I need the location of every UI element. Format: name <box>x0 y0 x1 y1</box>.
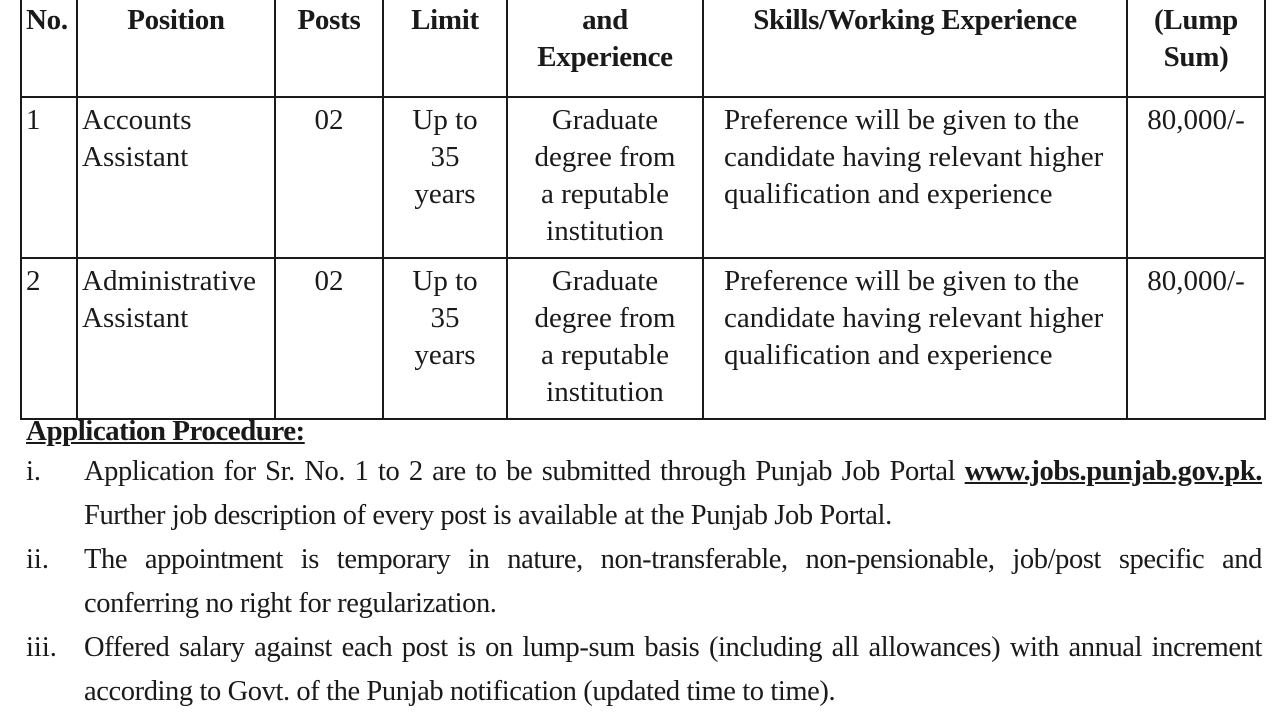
procedure-list <box>26 450 1262 714</box>
cell-skills <box>703 258 1127 419</box>
cell-posts: 02 <box>275 97 383 258</box>
cell-line: qualification and experience <box>724 339 1053 371</box>
cell-line: Limit <box>411 4 479 36</box>
cell-skills <box>703 97 1127 258</box>
jobs-table <box>20 0 1266 420</box>
cell-line: Up to <box>412 265 478 297</box>
cell-line: institution <box>546 215 664 247</box>
procedure-text-segment: Offered salary against each post is on lump-sum basis (including all allowances) with annual increment according to Govt. of the Punjab notification (updated time to time). <box>84 632 1262 707</box>
procedure-item-text <box>84 538 1262 626</box>
cell-line: and <box>582 4 628 36</box>
header-salary <box>1127 0 1265 97</box>
cell-line: 35 <box>430 302 460 334</box>
cell-sr-no: 1 <box>21 97 77 258</box>
cell-line: Sum) <box>1163 41 1229 73</box>
procedure-title: Application Procedure: <box>26 415 305 447</box>
header-position <box>77 0 275 97</box>
cell-line: years <box>414 339 476 371</box>
table-body <box>21 97 1265 419</box>
cell-line: a reputable <box>540 339 669 371</box>
procedure-text-segment: Further job description of every post is available at the Punjab Job Portal. <box>84 500 892 531</box>
cell-line: years <box>414 178 476 210</box>
cell-line: 35 <box>430 141 460 173</box>
jobs-table-container <box>20 0 1264 420</box>
header-age-limit <box>383 0 507 97</box>
cell-posts: 02 <box>275 258 383 419</box>
cell-line: candidate having relevant higher <box>724 302 1104 334</box>
cell-line: degree from <box>534 302 676 334</box>
cell-line: Assistant <box>82 302 189 334</box>
table-row <box>21 97 1265 258</box>
procedure-text-segment: Application for Sr. No. 1 to 2 are to be submitted through Punjab Job Portal <box>84 456 965 487</box>
procedure-item <box>26 626 1262 714</box>
application-procedure <box>26 412 1262 714</box>
cell-line: Experience <box>537 41 673 73</box>
cell-line: Administrative <box>82 265 256 297</box>
cell-line: (Lump <box>1154 4 1238 36</box>
procedure-item-number: i. <box>26 456 42 487</box>
procedure-item-number: ii. <box>26 544 49 575</box>
cell-line: Accounts <box>82 104 192 136</box>
table-header-row <box>21 0 1265 97</box>
header-qualification-experience <box>507 0 703 97</box>
cell-line: qualification and experience <box>724 178 1053 210</box>
cell-line: Skills/Working Experience <box>753 4 1077 36</box>
cell-salary: 80,000/- <box>1127 258 1265 419</box>
procedure-item <box>26 538 1262 626</box>
cell-qualification <box>507 258 703 419</box>
header-sr-no <box>21 0 77 97</box>
procedure-item-text <box>84 626 1262 714</box>
cell-line: Preference will be given to the <box>724 104 1080 136</box>
cell-line: a reputable <box>540 178 669 210</box>
cell-line: Graduate <box>551 265 659 297</box>
cell-salary: 80,000/- <box>1127 97 1265 258</box>
cell-age-limit <box>383 97 507 258</box>
cell-qualification <box>507 97 703 258</box>
cell-line: Up to <box>412 104 478 136</box>
cell-line: degree from <box>534 141 676 173</box>
header-posts <box>275 0 383 97</box>
cell-line: candidate having relevant higher <box>724 141 1104 173</box>
cell-line: No. <box>26 4 68 36</box>
procedure-item <box>26 450 1262 538</box>
cell-position <box>77 258 275 419</box>
cell-line: Assistant <box>82 141 189 173</box>
cell-sr-no: 2 <box>21 258 77 419</box>
header-skills-working-experience <box>703 0 1127 97</box>
cell-line: Position <box>127 4 225 36</box>
procedure-item-text <box>84 450 1262 538</box>
table-row <box>21 258 1265 419</box>
cell-line: Posts <box>297 4 361 36</box>
cell-line: Preference will be given to the <box>724 265 1080 297</box>
cell-line: institution <box>546 376 664 408</box>
procedure-text-segment: The appointment is temporary in nature, non-transferable, non-pensionable, job/post specific and conferring no right for regularization. <box>84 544 1262 619</box>
job-portal-link[interactable]: www.jobs.punjab.gov.pk. <box>964 456 1262 487</box>
cell-line: Graduate <box>551 104 659 136</box>
cell-age-limit <box>383 258 507 419</box>
procedure-item-number: iii. <box>26 632 57 663</box>
cell-position <box>77 97 275 258</box>
